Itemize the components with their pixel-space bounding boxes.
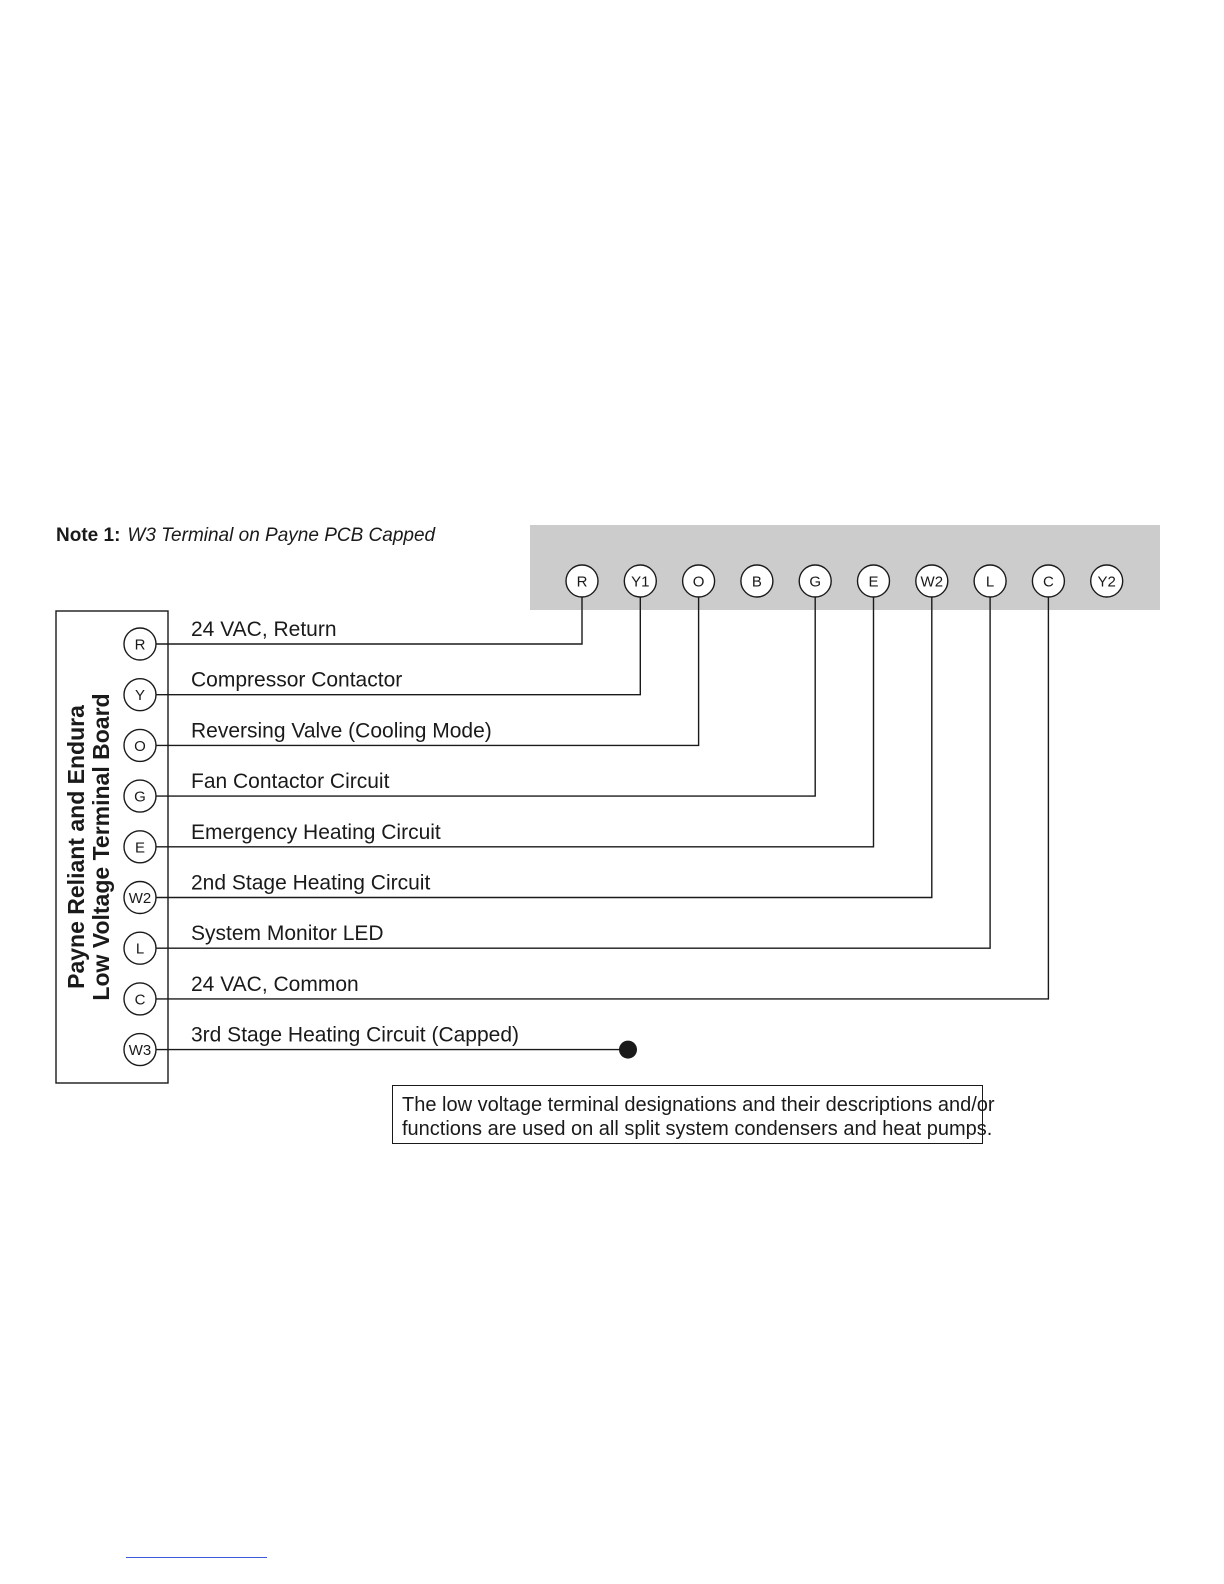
footer-link-underline[interactable]: [126, 1557, 267, 1558]
condenser-terminal-label: O: [692, 573, 705, 591]
board-terminal-l: [124, 932, 156, 964]
terminal-description-c: 24 VAC, Common: [191, 972, 359, 996]
condenser-terminal-label: R: [576, 573, 588, 591]
terminal-descriptions: [191, 618, 519, 1047]
board-terminal-label: W3: [128, 1042, 152, 1060]
terminal-description-g: Fan Contactor Circuit: [191, 770, 390, 794]
terminal-description-e: Emergency Heating Circuit: [191, 820, 441, 844]
board-terminal-w3: [124, 1034, 156, 1066]
board-terminal-label: Y: [134, 687, 146, 705]
info-box-line1: The low voltage terminal designations and their descriptions and/or: [402, 1094, 995, 1116]
terminal-description-o: Reversing Valve (Cooling Mode): [191, 719, 492, 743]
condenser-terminal-e: [858, 565, 890, 597]
condenser-terminal-label: B: [751, 573, 762, 591]
condenser-terminal-w2: [916, 565, 948, 597]
board-terminal-label: W2: [128, 890, 152, 907]
note-label: Note 1:: [56, 525, 121, 546]
condenser-terminal-c: [1032, 565, 1064, 597]
board-terminal-label: L: [135, 940, 145, 958]
board-terminal-g: [124, 780, 156, 812]
board-terminal-w2: [124, 882, 156, 914]
board-terminal-c: [124, 983, 156, 1015]
condenser-terminal-label: Y2: [1097, 573, 1116, 591]
condenser-terminal-panel: [530, 525, 1160, 610]
board-terminal-e: [124, 831, 156, 863]
board-terminal-y: [124, 679, 156, 711]
board-terminal-o: [124, 729, 156, 761]
condenser-terminal-label: C: [1042, 573, 1054, 591]
condenser-terminal-y1: [624, 565, 656, 597]
note-text: W3 Terminal on Payne PCB Capped: [127, 525, 436, 546]
board-terminal-label: C: [134, 991, 146, 1009]
info-box: [392, 1085, 995, 1144]
condenser-terminal-l: [974, 565, 1006, 597]
board-terminal-label: E: [134, 839, 146, 857]
terminal-description-y: Compressor Contactor: [191, 668, 403, 692]
board-terminal-r: [124, 628, 156, 660]
board-terminal-label: R: [134, 636, 146, 654]
board-terminal-column: [124, 628, 156, 1066]
note: [56, 525, 437, 546]
condenser-terminal-label: Y1: [631, 573, 650, 591]
condenser-terminal-label: W2: [920, 573, 944, 591]
terminal-description-r: 24 VAC, Return: [191, 618, 337, 641]
condenser-terminal-g: [799, 565, 831, 597]
board-title-line1: Payne Reliant and Endura: [63, 705, 89, 989]
condenser-terminal-y2: [1091, 565, 1123, 597]
board-title-line2: Low Voltage Terminal Board: [88, 693, 114, 1001]
board-title: [63, 693, 114, 1000]
condenser-terminal-b: [741, 565, 773, 597]
wire-cap-dot: [619, 1041, 637, 1059]
condenser-terminal-r: [566, 565, 598, 597]
condenser-terminal-o: [683, 565, 715, 597]
board-terminal-label: G: [134, 788, 146, 806]
terminal-description-w2: 2nd Stage Heating Circuit: [191, 871, 431, 895]
terminal-description-w3: 3rd Stage Heating Circuit (Capped): [191, 1023, 520, 1047]
terminal-description-l: System Monitor LED: [191, 922, 384, 946]
condenser-terminal-label: G: [809, 573, 822, 591]
condenser-terminal-label: L: [985, 573, 995, 591]
condenser-terminal-label: E: [868, 573, 879, 591]
info-box-line2: functions are used on all split system condensers and heat pumps.: [402, 1118, 993, 1140]
board-terminal-label: O: [134, 737, 146, 755]
